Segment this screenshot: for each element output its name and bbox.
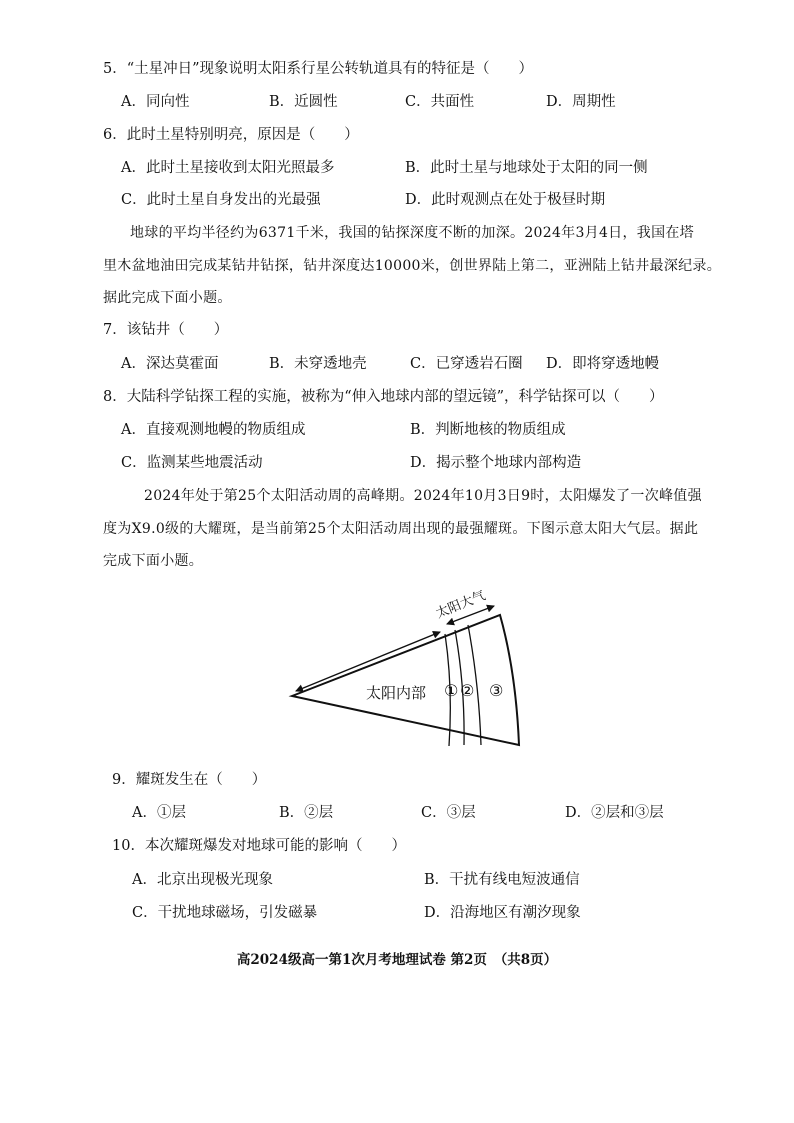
question-9-option-c: C．③层: [421, 805, 476, 821]
sun-atmosphere-diagram: [280, 580, 540, 760]
layer-1-label: ①: [444, 681, 459, 700]
passage-2-line-3: 据此完成下面小题。: [103, 290, 232, 306]
passage-2-line-1: 地球的平均半径约为6371千米，我国的钻探深度不断的加深。2024年3月4日，我国在塔: [130, 225, 694, 241]
question-5-option-a: A．同向性: [121, 94, 190, 110]
question-5-option-b: B．近圆性: [269, 94, 338, 110]
question-6-option-c: C．此时土星自身发出的光最强: [121, 192, 321, 208]
page-footer: 高2024级高一第1次月考地理试卷 第2页 （共8页）: [236, 952, 558, 968]
question-8-option-a: A．直接观测地幔的物质组成: [121, 422, 306, 438]
layer-2-label: ②: [460, 681, 475, 700]
question-8-option-b: B．判断地核的物质组成: [410, 422, 566, 438]
layer-3-label: ③: [489, 681, 504, 700]
passage-3-line-1: 2024年处于第25个太阳活动周的高峰期。2024年10月3日9时，太阳爆发了一次峰值强: [144, 488, 702, 504]
question-7-stem: 7．该钻井（ ）: [103, 322, 229, 338]
question-7-option-c: C．已穿透岩石圈: [410, 356, 523, 372]
question-5-option-d: D．周期性: [546, 94, 616, 110]
question-9-option-d: D．②层和③层: [565, 805, 664, 821]
sun-sector-outline: [292, 615, 519, 745]
question-6-stem: 6．此时土星特别明亮，原因是（ ）: [103, 127, 359, 143]
passage-3-line-3: 完成下面小题。: [103, 553, 204, 569]
question-5-option-c: C．共面性: [405, 94, 475, 110]
question-7-option-b: B．未穿透地壳: [269, 356, 367, 372]
question-8-stem: 8．大陆科学钻探工程的实施，被称为“伸入地球内部的望远镜”，科学钻探可以（ ）: [103, 389, 664, 405]
atmosphere-label: 太阳大气: [433, 588, 488, 622]
question-10-stem: 10．本次耀斑爆发对地球可能的影响（ ）: [112, 838, 406, 854]
question-10-option-a: A．北京出现极光现象: [132, 872, 273, 888]
passage-2-line-2: 里木盆地油田完成某钻井钻探，钻井深度达10000米，创世界陆上第二，亚洲陆上钻井最深纪录。: [103, 258, 722, 274]
question-7-option-d: D．即将穿透地幔: [546, 356, 660, 372]
question-9-option-a: A．①层: [132, 805, 186, 821]
question-9-stem: 9．耀斑发生在（ ）: [112, 772, 267, 788]
interior-radius-arrow: [296, 632, 440, 691]
question-8-option-c: C．监测某些地震活动: [121, 455, 263, 471]
question-6-option-a: A．此时土星接收到太阳光照最多: [121, 160, 335, 176]
question-10-option-d: D．沿海地区有潮汐现象: [424, 905, 581, 921]
passage-3-line-2: 度为X9.0级的大耀斑，是当前第25个太阳活动周出现的最强耀斑。下图示意太阳大气层。据此: [103, 521, 699, 537]
question-10-option-c: C．干扰地球磁场，引发磁暴: [132, 905, 318, 921]
question-6-option-d: D．此时观测点在处于极昼时期: [405, 192, 606, 208]
question-7-option-a: A．深达莫霍面: [121, 356, 219, 372]
question-8-option-d: D．揭示整个地球内部构造: [410, 455, 582, 471]
question-5-stem: 5．“土星冲日”现象说明太阳系行星公转轨道具有的特征是（ ）: [103, 61, 534, 77]
interior-label: 太阳内部: [366, 684, 427, 702]
question-10-option-b: B．干扰有线电短波通信: [424, 872, 580, 888]
question-6-option-b: B．此时土星与地球处于太阳的同一侧: [405, 160, 648, 176]
question-9-option-b: B．②层: [279, 805, 334, 821]
